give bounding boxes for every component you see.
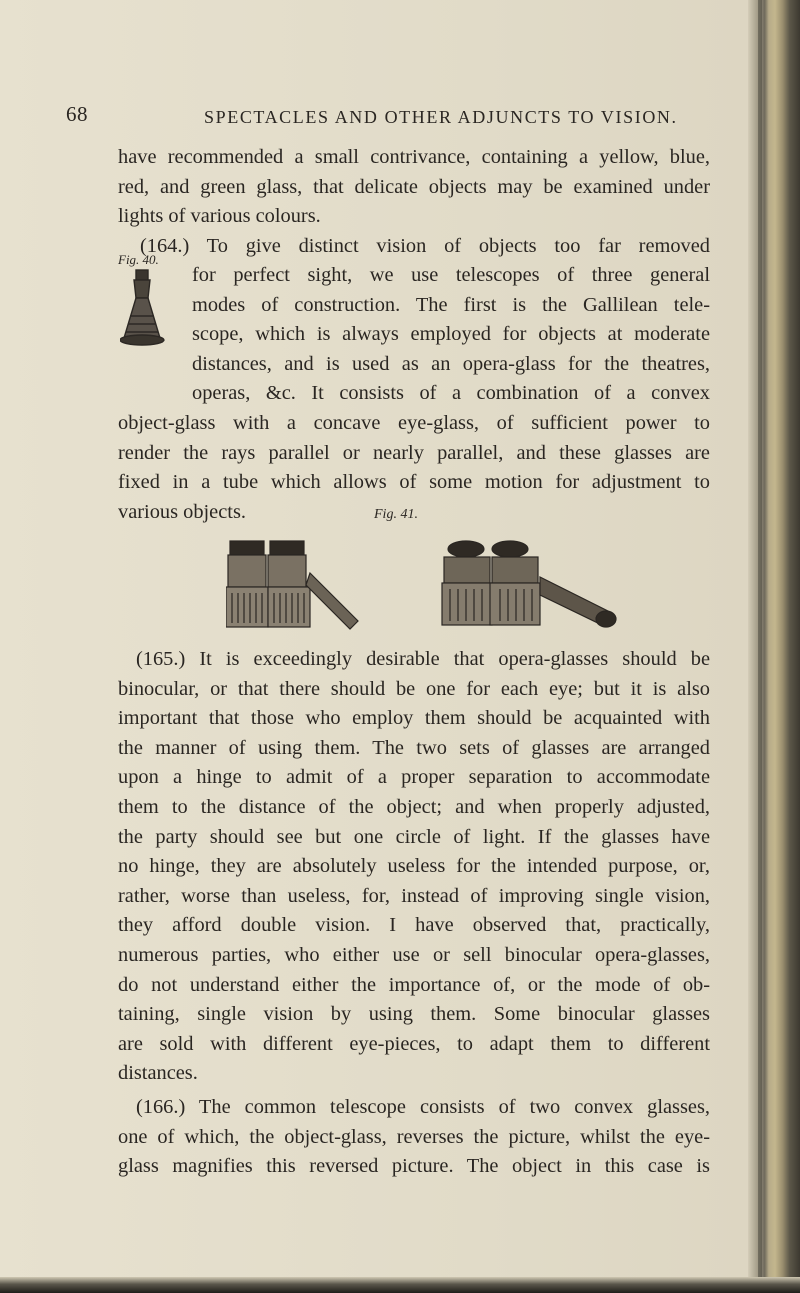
book-spine (748, 0, 800, 1293)
page-bottom-edge (0, 1277, 800, 1293)
text-line: (164.) To give distinct vision of objects too far removed (140, 235, 710, 257)
figure-40-opera-glass-illustration (120, 258, 180, 376)
text-line: modes of construction. The first is the Gallilean tele- (192, 293, 710, 316)
page-header (66, 102, 756, 132)
text-line: operas, &c. It consists of a combination of a convex (192, 382, 710, 405)
text-line: glass magnifies this reversed picture. The object in this case is (118, 1155, 710, 1178)
text-line: no hinge, they are absolutely useless for the intended purpose, or, (118, 855, 710, 878)
text-line: upon a hinge to admit of a proper separation to accommodate (118, 766, 710, 789)
text-line: do not understand either the importance of, or the mode of ob- (118, 973, 710, 996)
figure-40-label: Fig. 40. (118, 252, 159, 267)
text-line: fixed in a tube which allows of some motion for adjustment to (118, 471, 710, 494)
running-title: SPECTACLES AND OTHER ADJUNCTS TO VISION. (204, 107, 678, 127)
paragraph-164-beside-figure (192, 261, 710, 409)
figure-41-label: Fig. 41. (374, 507, 418, 522)
text-line: for perfect sight, we use telescopes of three general (192, 264, 710, 286)
text-line: the party should see but one circle of light. If the glasses have (118, 825, 710, 848)
text-line: object-glass with a concave eye-glass, of sufficient power to (118, 412, 710, 434)
text-line: render the rays parallel or nearly parallel, and these glasses are (118, 441, 710, 464)
paragraph-164-first-line (140, 232, 710, 262)
paragraph-165 (118, 645, 710, 1089)
text-line: red, and green glass, that delicate objects may be examined under (118, 175, 710, 198)
figure-41-binocular-illustrations (226, 533, 636, 633)
text-line: distances, and is used as an opera-glass for the theatres, (192, 352, 710, 375)
text-line: they afford double vision. I have observed that, practically, (118, 914, 710, 937)
text-line: scope, which is always employed for objects at moderate (192, 323, 710, 346)
text-line: lights of various colours. (118, 205, 321, 228)
text-line: numerous parties, who either use or sell binocular opera-glasses, (118, 943, 710, 966)
binocular-upright-icon (226, 541, 358, 629)
text-line: (165.) It is exceedingly desirable that opera-glasses should be (136, 648, 710, 670)
page-number: 68 (66, 102, 88, 126)
paragraph-166 (118, 1093, 710, 1182)
text-line: one of which, the object-glass, reverses the picture, whilst the eye- (118, 1125, 710, 1148)
spine-shadow (758, 0, 762, 1293)
text-line: are sold with different eye-pieces, to adapt them to different (118, 1032, 710, 1055)
text-line: distances. (118, 1062, 198, 1085)
text-line: rather, worse than useless, for, instead of improving single vision, (118, 884, 710, 907)
binocular-reclined-icon (442, 541, 616, 627)
text-line: taining, single vision by using them. Some binocular glasses (118, 1003, 710, 1026)
text-line: the manner of using them. The two sets of glasses are arranged (118, 736, 710, 759)
text-line: binocular, or that there should be one for each eye; but it is also (118, 677, 710, 700)
text-line: various objects. (118, 500, 246, 523)
text-line: important that those who employ them should be acquainted with (118, 707, 710, 730)
text-line: them to the distance of the object; and when properly adjusted, (118, 795, 710, 818)
text-line: (166.) The common telescope consists of two convex glasses, (136, 1096, 710, 1118)
paragraph-intro (118, 143, 710, 232)
text-line: have recommended a small contrivance, containing a yellow, blue, (118, 146, 710, 168)
